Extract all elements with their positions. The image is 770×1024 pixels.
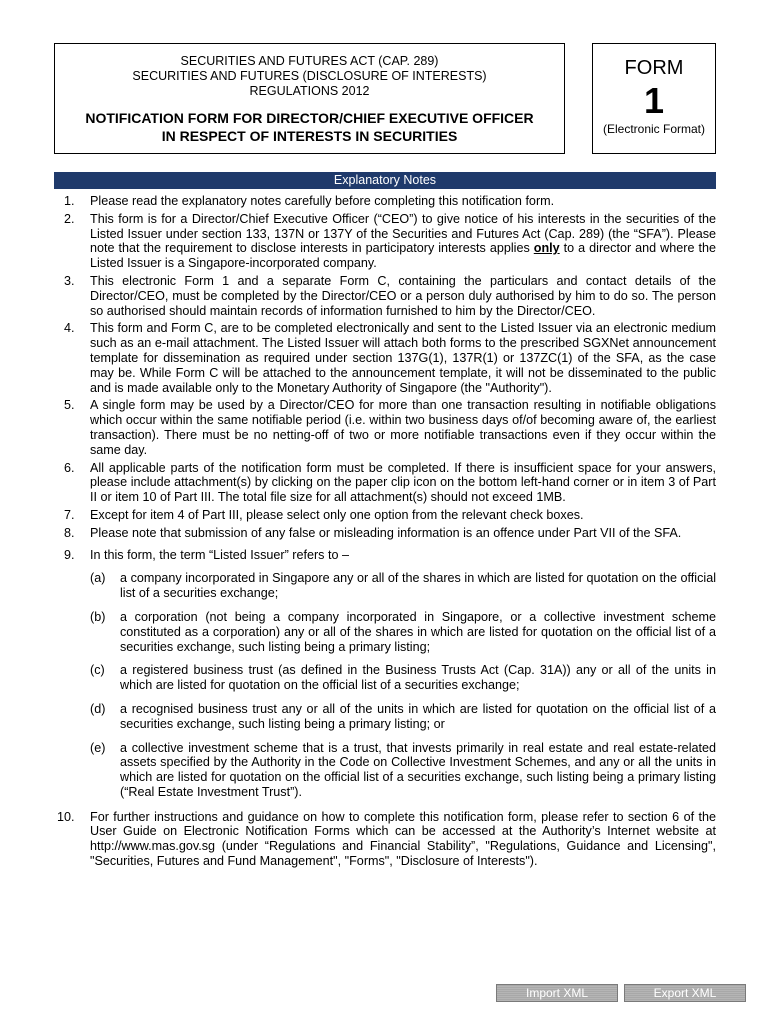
note-number: 8. — [64, 525, 75, 540]
definition-e — [90, 741, 716, 800]
note-text-part: This form is for a Director/Chief Executive Officer (“CEO”) to give notice of his interests in the securities of the Listed Issuer under section 133, 137N or 137Y of the Securities and Futures Act (Cap. 289) (the “SFA”). Please note that the requirement to disclose interests in participatory interests applies — [90, 211, 716, 256]
note-number: 10. — [57, 809, 75, 824]
definition-text: a collective investment scheme that is a trust, that invests primarily in real estate and real estate-related assets specified by the Authority in the Code on Collective Investment Schemes, and any or all the units in which are listed for quotation on the official list of a securities exchange, such listing being a primary listing (“Real Estate Investment Trust”). — [120, 740, 716, 799]
explanatory-notes — [54, 194, 716, 872]
definition-label: (d) — [90, 701, 106, 716]
note-number: 6. — [64, 460, 75, 475]
note-number: 3. — [64, 273, 75, 288]
form-format: (Electronic Format) — [602, 122, 706, 136]
note-number: 7. — [64, 507, 75, 522]
title-line-1: NOTIFICATION FORM FOR DIRECTOR/CHIEF EXECUTIVE OFFICER — [85, 110, 534, 126]
definition-text: a recognised business trust any or all of the units in which are listed for quotation on the official list of a securities exchange, such listing being a primary listing; or — [120, 701, 716, 731]
note-text: Please note that submission of any false or misleading information is an offence under Part VII of the SFA. — [90, 525, 682, 540]
note-4 — [54, 321, 716, 395]
definition-text: a company incorporated in Singapore any or all of the shares in which are listed for quotation on the official list of a securities exchange; — [120, 571, 716, 601]
definition-label: (a) — [90, 571, 106, 586]
note-text-container — [90, 548, 716, 800]
note-10 — [54, 810, 716, 869]
note-text: Please read the explanatory notes carefully before completing this notification form. — [90, 194, 555, 208]
definition-text: a corporation (not being a company incorporated in Singapore, or a collective investment scheme constituted as a corporation) any or all of the shares in which are listed for quotation on the official list of a securities exchange, such listing being a primary listing; — [120, 609, 716, 654]
act-line-1: SECURITIES AND FUTURES ACT (CAP. 289) — [180, 54, 439, 68]
note-text — [90, 212, 716, 271]
import-xml-button[interactable]: Import XML — [496, 984, 618, 1002]
note-number: 5. — [64, 398, 75, 413]
definition-label: (e) — [90, 740, 106, 755]
note-text: Except for item 4 of Part III, please select only one option from the relevant check boxes. — [90, 507, 584, 522]
note-text: A single form may be used by a Director/CEO for more than one transaction resulting in notifiable obligations which occur within the same notifiable period (i.e. within two business days of/of becoming aware of, the earliest transaction). There must be no netting-off of two or more notifiable transactions even if they occur within the same day. — [90, 398, 716, 457]
note-number: 4. — [64, 321, 75, 336]
note-text: In this form, the term “Listed Issuer” refers to – — [90, 547, 349, 562]
note-6 — [54, 461, 716, 505]
note-number: 1. — [64, 194, 75, 208]
note-5 — [54, 398, 716, 457]
note-text: This electronic Form 1 and a separate Form C, containing the particulars and contact details of the Director/CEO, must be completed by the Director/CEO or a person duly authorised by him to do so. The person so authorised should maintain records of information furnished to him by the Director/CEO. — [90, 273, 716, 318]
act-reference — [55, 54, 564, 99]
export-xml-button[interactable]: Export XML — [624, 984, 746, 1002]
definition-text: a registered business trust (as defined in the Business Trusts Act (Cap. 31A)) any or all of the units in which are listed for quotation on the official list of a securities exchange; — [120, 663, 716, 693]
definition-label: (c) — [90, 663, 105, 678]
emphasis-only: only — [533, 241, 560, 256]
act-line-2: SECURITIES AND FUTURES (DISCLOSURE OF INTERESTS) — [132, 69, 487, 83]
explanatory-notes-heading: Explanatory Notes — [54, 172, 716, 189]
definition-label: (b) — [90, 609, 106, 624]
note-3 — [54, 274, 716, 318]
title-line-2: IN RESPECT OF INTERESTS IN SECURITIES — [161, 128, 458, 144]
form-number-box — [592, 43, 716, 154]
note-text: This form and Form C, are to be completed electronically and sent to the Listed Issuer via an electronic medium such as an e-mail attachment. The Listed Issuer will attach both forms to the prescribed SGXNet announcement template for dissemination as required under section 137G(1), 137R(1) or 137ZC(1) of the SFA, as the case may be. While Form C will be attached to the announcement template, it will not be disseminated to the public and is made available only to the Monetary Authority of Singapore (the "Authority"). — [90, 321, 716, 395]
note-8 — [54, 526, 716, 541]
act-line-3: REGULATIONS 2012 — [249, 84, 370, 98]
note-2 — [54, 212, 716, 271]
note-1 — [54, 194, 716, 209]
form-number: 1 — [643, 80, 665, 121]
definition-a — [90, 571, 716, 601]
note-number: 2. — [64, 211, 75, 226]
listed-issuer-definitions — [90, 571, 716, 799]
definition-b — [90, 610, 716, 654]
note-text: All applicable parts of the notification form must be completed. If there is insufficient space for your answers, please include attachment(s) by clicking on the paper clip icon on the bottom left-hand corner or in item 3 of Part II or item 10 of Part III. The total file size for all attachment(s) should not exceed 1MB. — [90, 460, 716, 505]
definition-d — [90, 702, 716, 732]
note-text-part: to a director and where the Listed Issuer is a Singapore-incorporated company. — [90, 241, 716, 271]
note-9 — [54, 548, 716, 800]
form-label: FORM — [624, 57, 684, 79]
note-text: For further instructions and guidance on how to complete this notification form, please refer to section 6 of the User Guide on Electronic Notification Forms which can be accessed at the Authority’s Internet website at http://www.mas.gov.sg (under “Regulations and Financial Stability”, "Regulations, Guidance and Licensing", "Securities, Futures and Fund Management", "Forms", "Disclosure of Interests"). — [90, 809, 716, 869]
note-number: 9. — [64, 547, 75, 562]
header-box — [54, 43, 565, 154]
definition-c — [90, 663, 716, 693]
note-7 — [54, 508, 716, 523]
page-title — [55, 109, 564, 145]
